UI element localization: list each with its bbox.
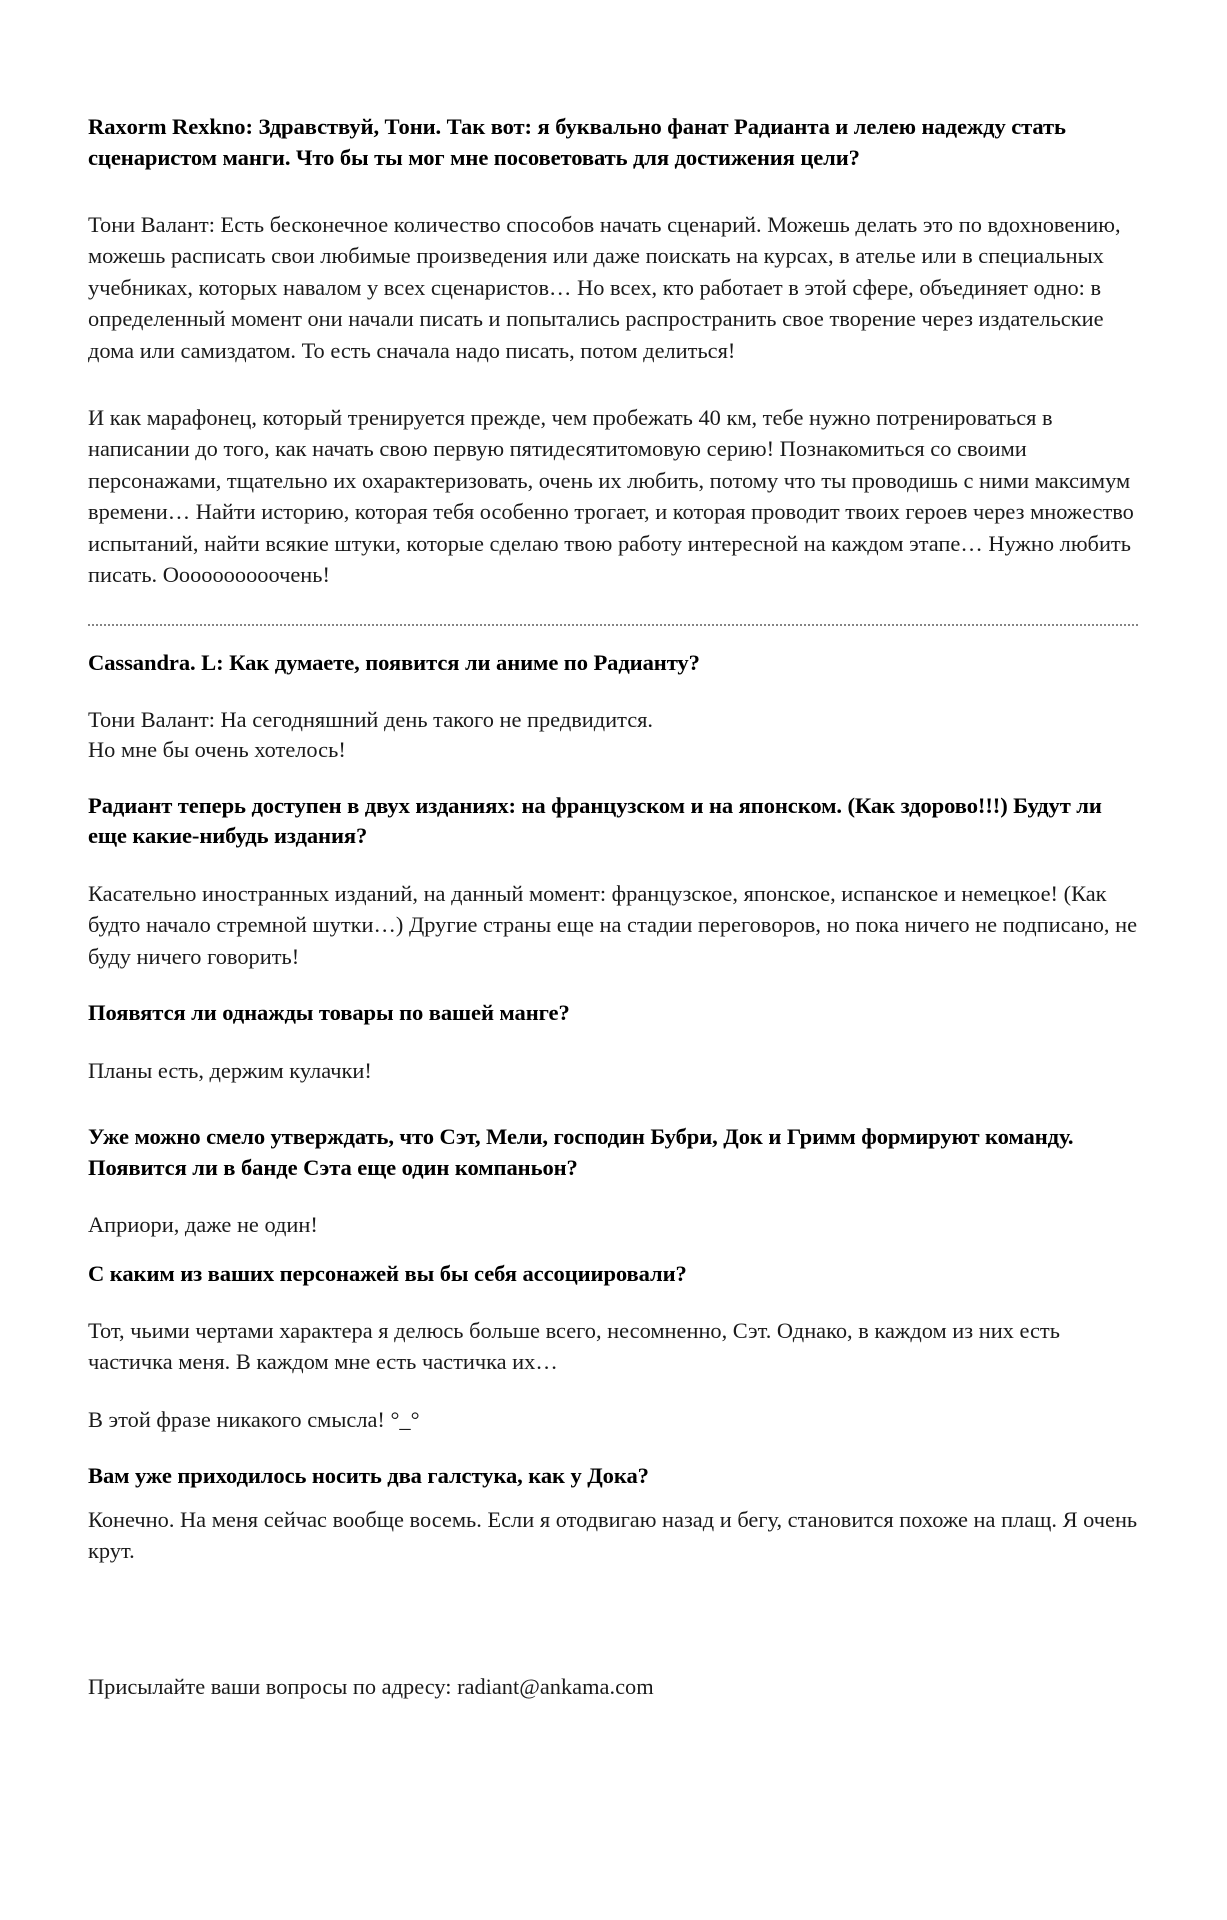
spacer [88, 765, 1143, 791]
dotted-divider [88, 624, 1138, 626]
answer-3: Касательно иностранных изданий, на данный момент: французское, японское, испанское и немецкое! (Как будто начало стремной шутки…) Другие страны еще на стадии переговоров, но пока ничего не подписано, не буду ничего говорить! [88, 880, 1138, 969]
question-3: Радиант теперь доступен в двух изданиях: на французском и на японском. (Как здорово!!!) Будут ли еще какие-нибудь издания? [88, 792, 1102, 849]
spacer [88, 1029, 1143, 1055]
footer [88, 1671, 1143, 1702]
spacer [88, 1241, 1143, 1259]
spacer [88, 173, 1143, 209]
contact-line: Присылайте ваши вопросы по адресу: radiant@ankama.com [88, 1673, 654, 1699]
section-divider-wrap [88, 590, 1143, 648]
question-2: Cassandra. L: Как думаете, появится ли аниме по Радианту? [88, 650, 700, 676]
spacer [88, 1183, 1143, 1209]
spacer [88, 366, 1143, 402]
spacer [88, 972, 1143, 998]
question-4: Появятся ли однажды товары по вашей манге? [88, 1000, 570, 1026]
answer-5: Априори, даже не один! [88, 1212, 318, 1238]
answer-1-paragraph-1: Тони Валант: Есть бесконечное количество способов начать сценарий. Можешь делать это по вдохновению, можешь расписать свои любимые произведения или даже поискать на курсах, в ателье или в специальных учебниках, которых навалом у всех сценаристов… Но всех, кто работает в этой сфере, объединяет одно: в определенный момент они начали писать и попытались распространить свое творение через издательские дома или самиздатом. То есть сначала надо писать, потом делиться! [88, 212, 1121, 363]
spacer [88, 1289, 1143, 1315]
document-content [88, 112, 1143, 1702]
question-7: Вам уже приходилось носить два галстука, как у Дока? [88, 1463, 649, 1489]
answer-6: Тот, чьими чертами характера я делюсь больше всего, несомненно, Сэт. Однако, в каждом из них есть частичка меня. В каждом мне есть частичка их… [88, 1318, 1060, 1375]
spacer [88, 1086, 1143, 1122]
answer-7-remark: В этой фразе никакого смысла! °_° [88, 1406, 420, 1432]
spacer [88, 852, 1143, 878]
answer-4: Планы есть, держим кулачки! [88, 1057, 372, 1083]
answer-1-paragraph-2: И как марафонец, который тренируется прежде, чем пробежать 40 км, тебе нужно потренироваться в написании до того, как начать свою первую пятидесятитомовую серию! Познакомиться со своими персонажами, тщательно их охарактеризовать, очень их любить, потому что ты проводишь с ними максимум времени… Найти историю, которая тебя особенно трогает, и которая проводит твоих героев через множество испытаний, найти всякие штуки, которые сделаю твою работу интересной на каждом этапе… Нужно любить писать. Оооооооооочень! [88, 405, 1134, 588]
spacer [88, 1435, 1143, 1461]
question-1: Raxorm Rexkno: Здравствуй, Тони. Так вот: я буквально фанат Радианта и лелею надежду стать сценаристом манги. Что бы ты мог мне посоветовать для достижения цели? [88, 114, 1066, 170]
spacer [88, 1378, 1143, 1404]
question-5: Уже можно смело утверждать, что Сэт, Мели, господин Бубри, Док и Гримм формируют команду. Появится ли в банде Сэта еще один компаньон? [88, 1124, 1074, 1180]
answer-8: Конечно. На меня сейчас вообще восемь. Если я отодвигаю назад и бегу, становится похоже на плащ. Я очень крут. [88, 1506, 1138, 1564]
spacer [88, 1492, 1143, 1504]
spacer [88, 679, 1143, 705]
answer-2-line-2: Но мне бы очень хотелось! [88, 736, 346, 762]
question-6: С каким из ваших персонажей вы бы себя ассоциировали? [88, 1260, 687, 1286]
answer-2-line-1: Тони Валант: На сегодняшний день такого не предвидится. [88, 706, 654, 732]
